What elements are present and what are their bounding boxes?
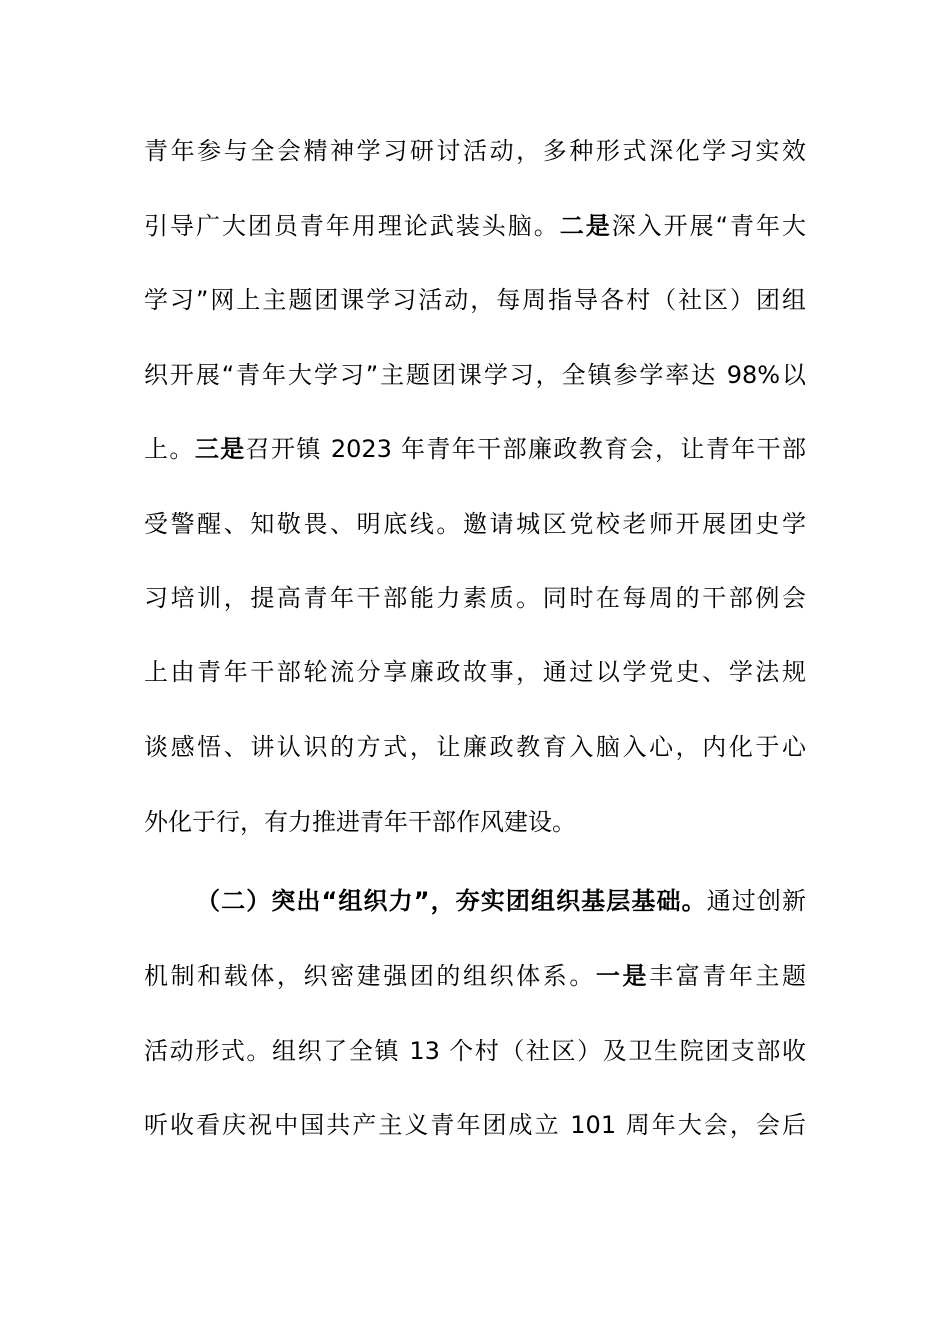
text-segment: 引导广大团员青年用理论武装头脑。 [144, 212, 560, 240]
text-segment: 机制和载体，织密建强团的组织体系。 [144, 962, 596, 990]
text-line-9 [144, 727, 806, 767]
text-line-10 [144, 802, 806, 842]
text-line-7 [144, 578, 806, 618]
text-segment: 听收看庆祝中国共产主义青年团成立 101 周年大会，会后 [144, 1111, 806, 1139]
text-line-3 [144, 280, 806, 320]
text-line-2 [144, 206, 806, 246]
bold-enumerator: 三是 [194, 435, 246, 463]
text-segment: 学习”网上主题团课学习活动，每周指导各村（社区）团组 [144, 286, 806, 314]
text-segment: 青年参与全会精神学习研讨活动，多种形式深化学习实效 [144, 137, 806, 165]
text-segment: 通过创新 [706, 887, 807, 915]
section-heading-line [196, 881, 806, 921]
text-segment: 活动形式。组织了全镇 13 个村（社区）及卫生院团支部收 [144, 1037, 806, 1065]
text-line-1 [144, 131, 806, 171]
text-segment: 上。 [144, 435, 195, 463]
bold-enumerator: 一是 [595, 962, 650, 990]
text-line-14 [144, 1105, 806, 1145]
text-line-12 [144, 956, 806, 996]
text-line-13 [144, 1031, 806, 1071]
text-line-8 [144, 652, 806, 692]
text-segment: 谈感悟、讲认识的方式，让廉政教育入脑入心，内化于心 [144, 733, 806, 761]
bold-enumerator: 二是 [559, 212, 612, 240]
text-segment: 召开镇 2023 年青年干部廉政教育会，让青年干部 [245, 435, 807, 463]
text-segment: 丰富青年主题 [649, 962, 807, 990]
text-line-6 [144, 504, 806, 544]
text-segment: 习培训，提高青年干部能力素质。同时在每周的干部例会 [144, 584, 806, 612]
text-segment: 深入开展“青年大 [611, 212, 806, 240]
text-segment: 上由青年干部轮流分享廉政故事，通过以学党史、学法规 [144, 658, 806, 686]
text-line-5 [144, 429, 806, 469]
text-segment: 织开展“青年大学习”主题团课学习，全镇参学率达 98%以 [144, 361, 806, 389]
section-heading: （二）突出“组织力”，夯实团组织基层基础。 [196, 887, 707, 915]
text-line-4 [144, 355, 806, 395]
text-segment: 外化于行，有力推进青年干部作风建设。 [144, 808, 576, 836]
text-segment: 受警醒、知敬畏、明底线。邀请城区党校老师开展团史学 [144, 510, 806, 538]
